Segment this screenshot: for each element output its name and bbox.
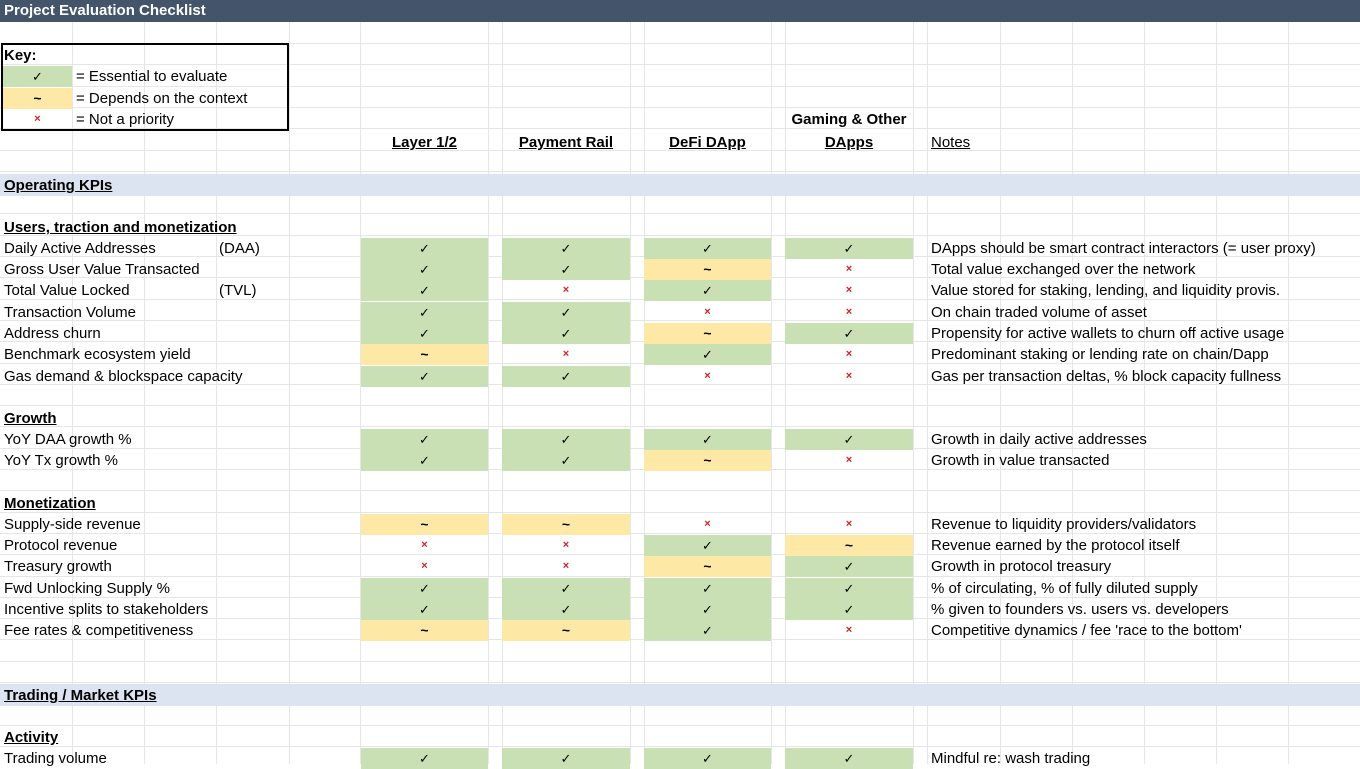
x-icon: ×	[704, 518, 711, 530]
x-icon: ×	[562, 560, 570, 572]
check-icon: ✓	[361, 259, 488, 280]
x-icon: ×	[845, 263, 853, 275]
check-icon: ✓	[361, 578, 488, 599]
row-label: YoY DAA growth %	[4, 431, 132, 448]
row-note: Growth in value transacted	[931, 452, 1110, 469]
column-header-notes: Notes	[931, 134, 971, 151]
x-icon: ×	[845, 518, 853, 530]
x-icon: ×	[845, 348, 853, 360]
row-note: Revenue to liquidity providers/validators	[931, 516, 1197, 533]
sheet-title: Project Evaluation Checklist	[0, 0, 1360, 22]
key-symbol-check: ✓	[3, 66, 72, 87]
x-icon: ×	[421, 560, 428, 572]
check-icon: ✓	[361, 302, 488, 323]
check-icon: ✓	[361, 323, 488, 344]
x-icon: ×	[421, 539, 428, 551]
check-icon: ✓	[502, 302, 630, 323]
column-header-gaming-bottom: DApps	[824, 134, 874, 151]
check-icon: ✓	[361, 748, 488, 769]
key-heading: Key:	[4, 47, 37, 64]
tilde-icon: ~	[361, 344, 488, 365]
tilde-icon: ~	[644, 450, 771, 471]
check-icon: ✓	[644, 578, 771, 599]
section-activity: Activity	[4, 729, 59, 746]
row-label: Trading volume	[4, 750, 107, 767]
row-label: Treasury growth	[4, 558, 112, 575]
row-abbreviation: (DAA)	[219, 240, 260, 257]
row-note: Competitive dynamics / fee 'race to the bottom'	[931, 622, 1242, 639]
row-note: Revenue earned by the protocol itself	[931, 537, 1180, 554]
check-icon: ✓	[644, 238, 771, 259]
check-icon: ✓	[502, 323, 630, 344]
row-label: YoY Tx growth %	[4, 452, 118, 469]
check-icon: ✓	[644, 599, 771, 620]
check-icon: ✓	[785, 323, 913, 344]
x-icon: ×	[845, 284, 853, 296]
tilde-icon: ~	[644, 323, 771, 344]
check-icon: ✓	[361, 280, 488, 301]
row-note: Propensity for active wallets to churn off active usage	[931, 325, 1285, 342]
row-abbreviation: (TVL)	[219, 282, 257, 299]
row-note: Predominant staking or lending rate on chain/Dapp	[931, 346, 1269, 363]
section-monetization: Monetization	[4, 495, 96, 512]
check-icon: ✓	[644, 535, 771, 556]
tilde-icon: ~	[361, 620, 488, 641]
column-header-layer: Layer 1/2	[391, 134, 458, 151]
row-label: Transaction Volume	[4, 304, 137, 321]
row-note: Value stored for staking, lending, and liquidity provis.	[931, 282, 1281, 299]
x-icon: ×	[562, 284, 570, 296]
section-band-operating	[0, 174, 1360, 196]
tilde-icon: ~	[785, 535, 913, 556]
x-icon: ×	[704, 370, 711, 382]
row-note: % given to founders vs. users vs. developers	[931, 601, 1229, 618]
row-label: Total Value Locked	[4, 282, 130, 299]
key-label: = Depends on the context	[76, 90, 248, 107]
x-icon: ×	[704, 306, 711, 318]
row-label: Fwd Unlocking Supply %	[4, 580, 170, 597]
check-icon: ✓	[644, 344, 771, 365]
column-header-gaming-top: Gaming & Other	[791, 111, 907, 128]
check-icon: ✓	[785, 748, 913, 769]
check-icon: ✓	[361, 366, 488, 387]
x-icon: ×	[845, 624, 853, 636]
tilde-icon: ~	[361, 514, 488, 535]
row-label: Address churn	[4, 325, 101, 342]
section-operating-kpis: Operating KPIs	[4, 177, 113, 194]
row-label: Supply-side revenue	[4, 516, 141, 533]
section-users-traction: Users, traction and monetization	[4, 219, 237, 236]
tilde-icon: ~	[644, 556, 771, 577]
check-icon: ✓	[502, 599, 630, 620]
check-icon: ✓	[785, 429, 913, 450]
check-icon: ✓	[785, 578, 913, 599]
row-note: DApps should be smart contract interactors (= user proxy)	[931, 240, 1316, 257]
row-label: Fee rates & competitiveness	[4, 622, 194, 639]
check-icon: ✓	[644, 429, 771, 450]
check-icon: ✓	[785, 599, 913, 620]
check-icon: ✓	[502, 450, 630, 471]
row-note: % of circulating, % of fully diluted supply	[931, 580, 1198, 597]
row-label: Gas demand & blockspace capacity	[4, 368, 243, 385]
row-label: Benchmark ecosystem yield	[4, 346, 191, 363]
check-icon: ✓	[502, 748, 630, 769]
row-note: On chain traded volume of asset	[931, 304, 1147, 321]
row-note: Growth in daily active addresses	[931, 431, 1147, 448]
check-icon: ✓	[502, 238, 630, 259]
row-label: Protocol revenue	[4, 537, 118, 554]
key-label: = Not a priority	[76, 111, 174, 128]
row-note: Growth in protocol treasury	[931, 558, 1112, 575]
check-icon: ✓	[361, 429, 488, 450]
key-symbol-x: ×	[34, 113, 41, 125]
row-note: Mindful re: wash trading	[931, 750, 1091, 767]
check-icon: ✓	[502, 578, 630, 599]
x-icon: ×	[845, 454, 853, 466]
check-icon: ✓	[785, 556, 913, 577]
section-trading-market-kpis: Trading / Market KPIs	[4, 687, 157, 704]
check-icon: ✓	[502, 366, 630, 387]
x-icon: ×	[845, 306, 853, 318]
row-label: Gross User Value Transacted	[4, 261, 200, 278]
tilde-icon: ~	[502, 620, 630, 641]
key-symbol-tilde: ~	[3, 88, 72, 109]
x-icon: ×	[845, 370, 853, 382]
check-icon: ✓	[361, 450, 488, 471]
check-icon: ✓	[644, 748, 771, 769]
column-header-payment-rail: Payment Rail	[518, 134, 614, 151]
check-icon: ✓	[502, 259, 630, 280]
row-note: Total value exchanged over the network	[931, 261, 1196, 278]
check-icon: ✓	[644, 620, 771, 641]
x-icon: ×	[562, 539, 570, 551]
check-icon: ✓	[644, 280, 771, 301]
tilde-icon: ~	[502, 514, 630, 535]
x-icon: ×	[562, 348, 570, 360]
check-icon: ✓	[502, 429, 630, 450]
key-label: = Essential to evaluate	[76, 68, 228, 85]
check-icon: ✓	[785, 238, 913, 259]
section-growth: Growth	[4, 410, 57, 427]
row-label: Daily Active Addresses	[4, 240, 156, 257]
row-note: Gas per transaction deltas, % block capacity fullness	[931, 368, 1282, 385]
column-header-defi: DeFi DApp	[669, 134, 746, 151]
row-label: Incentive splits to stakeholders	[4, 601, 209, 618]
check-icon: ✓	[361, 599, 488, 620]
section-band-trading	[0, 684, 1360, 706]
check-icon: ✓	[361, 238, 488, 259]
tilde-icon: ~	[644, 259, 771, 280]
